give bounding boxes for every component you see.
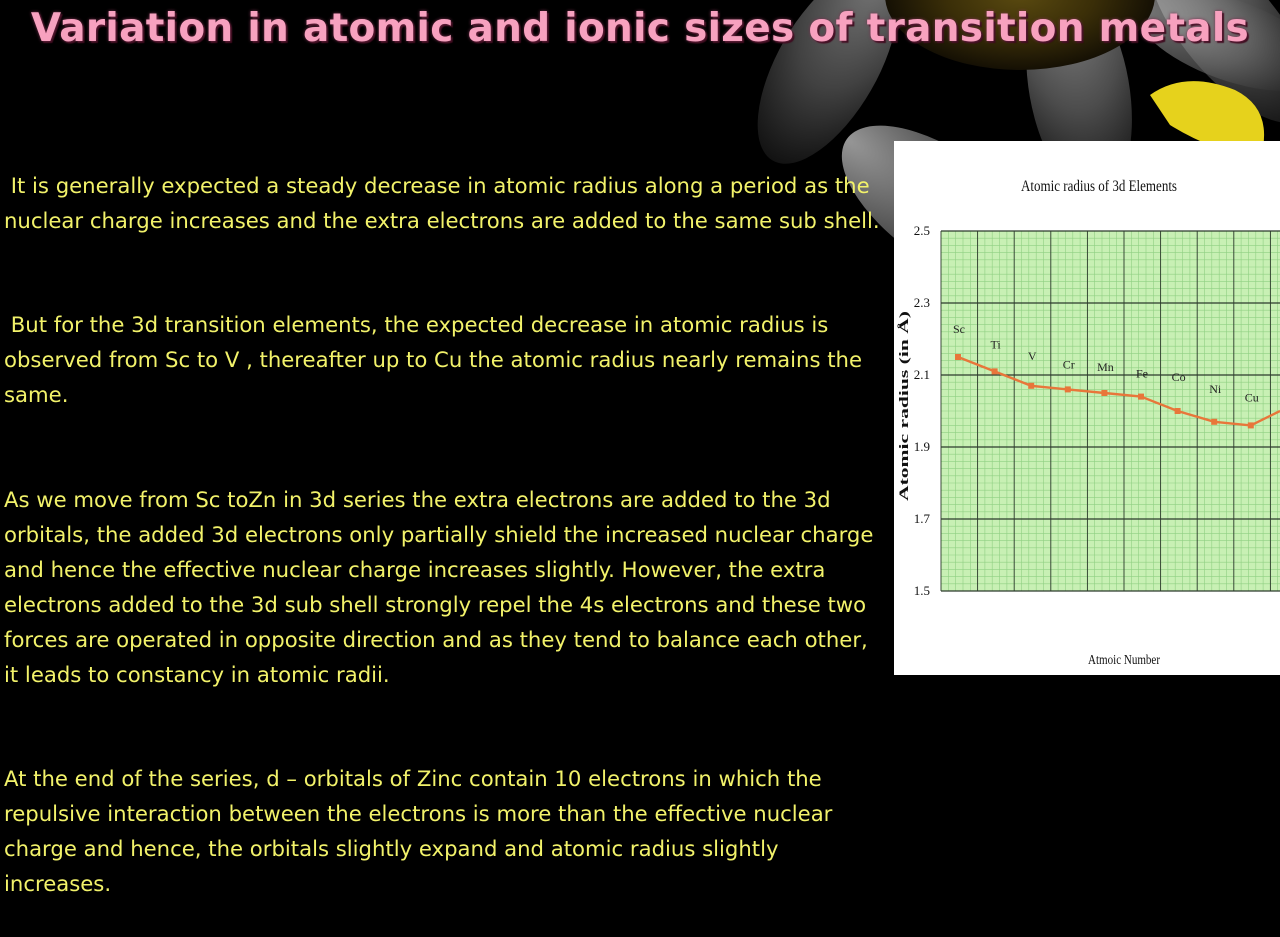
y-tick-label: 1.9 (913, 439, 930, 454)
element-label-cu: Cu (1244, 390, 1259, 405)
data-point-co (1175, 408, 1181, 414)
element-label-co: Co (1171, 370, 1186, 384)
data-point-v (1028, 383, 1034, 389)
element-label-mn: Mn (1097, 360, 1114, 374)
element-label-fe: Fe (1136, 366, 1148, 381)
y-tick-label: 1.5 (913, 583, 930, 598)
paragraph-shielding: As we move from Sc toZn in 3d series the extra electrons are added to the 3d orbitals, the added 3d electrons only partially shield the increased nuclear charge and hence the effective nuclear charge increases slightly. However, the extra electrons added to the 3d sub shell strongly repel the 4s electrons and these two forces are operated in opposite direction and as they tend to balance each other, it leads to constancy in atomic radii. (4, 486, 881, 687)
chart-svg (894, 141, 1280, 675)
y-tick-label: 2.1 (913, 367, 930, 382)
y-tick-label: 1.7 (913, 511, 930, 526)
chart-panel (894, 141, 1280, 675)
slide-title: Variation in atomic and ionic sizes of transition metals (30, 6, 1250, 51)
element-label-v: V (1027, 348, 1037, 363)
data-point-cr (1065, 386, 1071, 392)
body-text (4, 99, 884, 937)
data-point-ni (1211, 419, 1217, 425)
element-label-ni: Ni (1209, 381, 1222, 396)
data-point-mn (1101, 390, 1107, 396)
y-axis-label: Atomic radius (in Å) (896, 386, 911, 501)
data-point-sc (955, 354, 961, 360)
chart-title: Atomic radius of 3d Elements (1021, 178, 1177, 195)
data-point-fe (1138, 394, 1144, 400)
element-label-ti: Ti (990, 337, 1001, 352)
paragraph-zinc: At the end of the series, d – orbitals of Zinc contain 10 electrons in which the repulsive interaction between the electrons is more than the effective nuclear charge and hence, the orbitals slightly expand and atomic radius slightly increases. (4, 766, 840, 896)
element-label-cr: Cr (1062, 357, 1075, 372)
data-point-ti (992, 368, 998, 374)
paragraph-3d-observation: But for the 3d transition elements, the expected decrease in atomic radius is observed from Sc to V , thereafter up to Cu the atomic radius nearly remains the same. (4, 312, 869, 408)
data-point-cu (1248, 422, 1254, 428)
paragraph-expected-decrease: It is generally expected a steady decrease in atomic radius along a period as the nuclear charge increases and the extra electrons are added to the same sub shell. (4, 172, 880, 233)
y-tick-label: 2.5 (913, 223, 930, 238)
element-label-sc: Sc (953, 322, 965, 336)
y-tick-label: 2.3 (913, 295, 930, 310)
x-axis-label: Atmoic Number (1088, 653, 1161, 668)
